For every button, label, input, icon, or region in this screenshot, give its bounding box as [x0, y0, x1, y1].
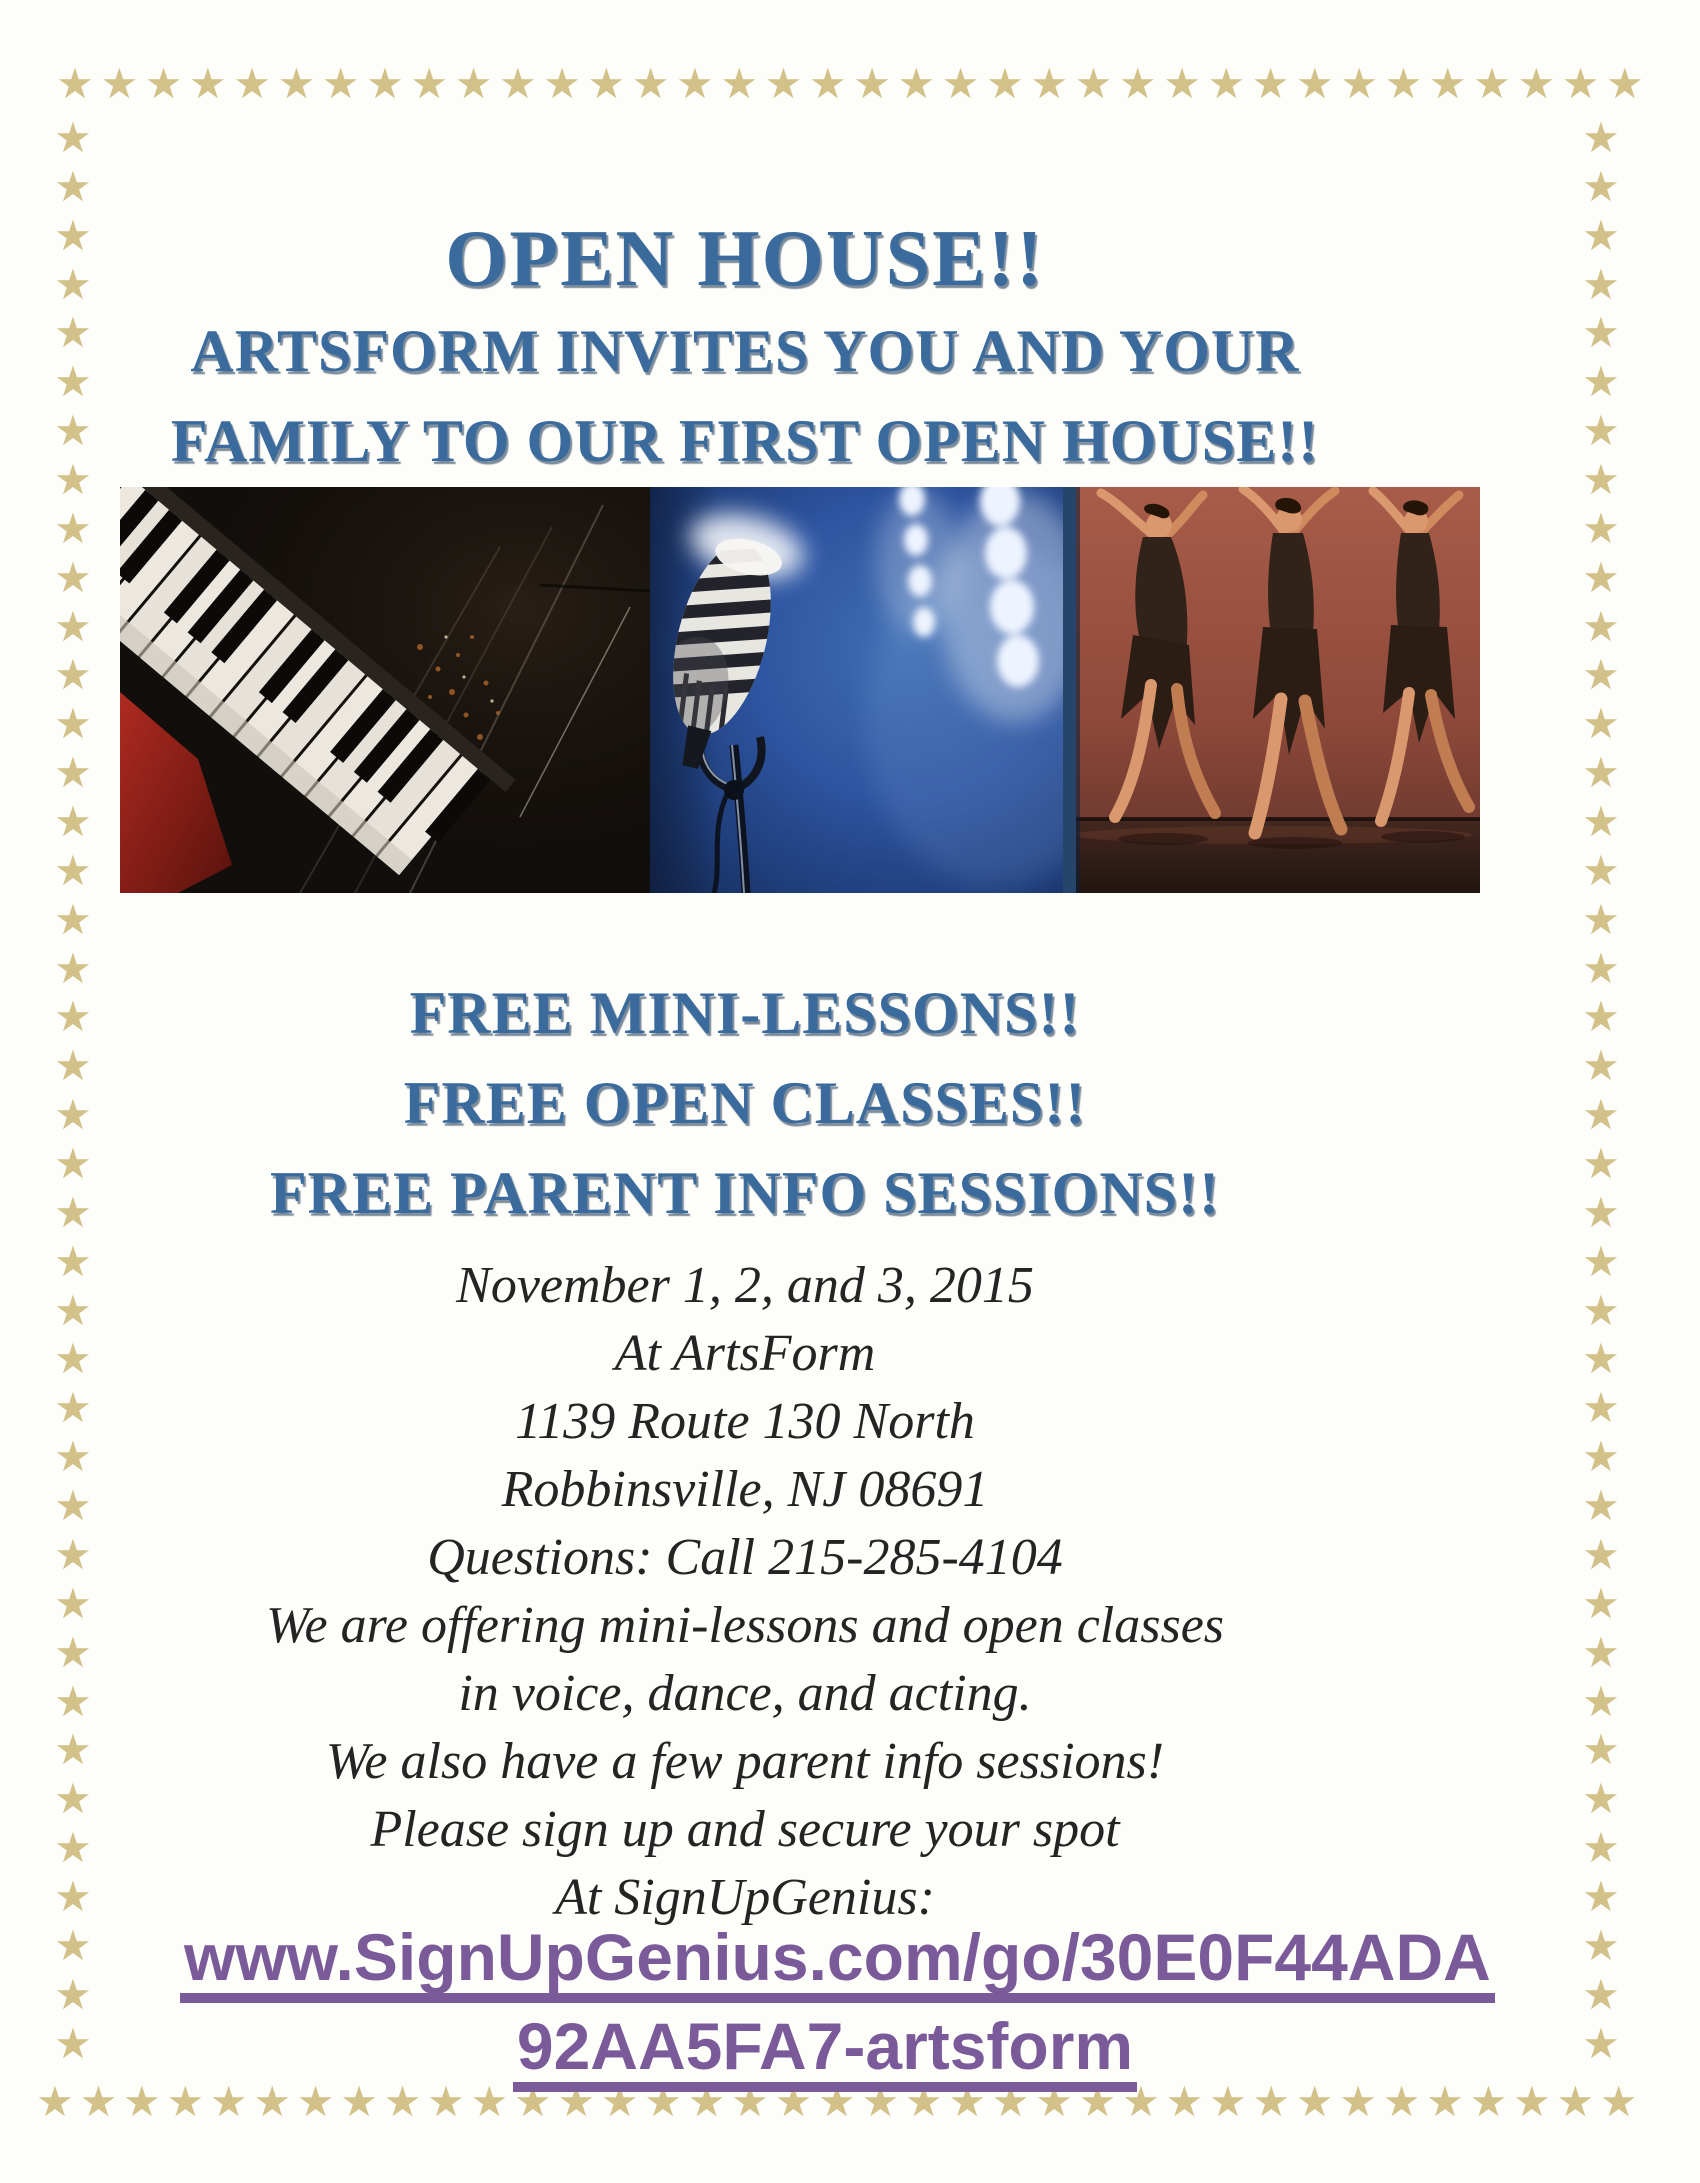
star-icon: ★	[54, 1093, 92, 1140]
star-icon: ★	[54, 1972, 92, 2019]
star-icon: ★	[1582, 1874, 1620, 1921]
star-icon: ★	[1384, 62, 1423, 108]
star-icon: ★	[1582, 116, 1620, 162]
star-icon: ★	[54, 946, 92, 993]
star-icon: ★	[941, 62, 980, 108]
star-icon: ★	[410, 62, 449, 108]
star-icon: ★	[557, 2080, 596, 2126]
star-icon: ★	[54, 1190, 92, 1237]
star-icon: ★	[631, 62, 670, 108]
star-icon: ★	[277, 62, 316, 108]
star-icon: ★	[1426, 2080, 1464, 2126]
star-icon: ★	[54, 1337, 92, 1384]
star-icon: ★	[1582, 1826, 1620, 1873]
star-icon: ★	[1382, 2080, 1421, 2126]
star-icon: ★	[1582, 311, 1620, 358]
star-icon: ★	[1582, 1142, 1620, 1189]
star-icon: ★	[1582, 213, 1620, 260]
star-icon: ★	[1469, 2080, 1508, 2126]
detail-line-signup: Please sign up and secure your spot	[370, 1801, 1120, 1858]
star-border-top	[54, 64, 1646, 110]
star-icon: ★	[54, 1288, 92, 1335]
star-icon: ★	[340, 2080, 378, 2126]
star-icon: ★	[54, 1142, 92, 1189]
star-icon: ★	[1030, 62, 1069, 108]
star-icon: ★	[1428, 62, 1467, 108]
star-icon: ★	[54, 1874, 92, 1921]
star-icon: ★	[897, 62, 936, 108]
star-icon: ★	[1074, 62, 1113, 108]
star-icon: ★	[54, 1239, 92, 1286]
star-icon: ★	[1340, 62, 1378, 108]
star-icon: ★	[1606, 62, 1644, 108]
star-icon: ★	[1582, 1044, 1620, 1091]
star-icon: ★	[1582, 897, 1620, 944]
signup-url-line-1[interactable]: www.SignUpGenius.com/go/30E0F44ADA	[180, 1922, 1495, 2003]
star-icon: ★	[1473, 62, 1511, 108]
star-icon: ★	[36, 2080, 74, 2126]
star-icon: ★	[1582, 1972, 1620, 2019]
star-icon: ★	[54, 1679, 92, 1726]
star-icon: ★	[1513, 2080, 1551, 2126]
detail-line-street: 1139 Route 130 North	[515, 1393, 975, 1450]
piano-keys-photo	[120, 487, 650, 893]
star-icon: ★	[1163, 62, 1201, 108]
star-icon: ★	[54, 751, 92, 798]
star-icon: ★	[1582, 1630, 1620, 1677]
star-icon: ★	[54, 311, 92, 358]
star-icon: ★	[79, 2080, 118, 2126]
star-icon: ★	[54, 1923, 92, 1970]
star-icon: ★	[1165, 2080, 1204, 2126]
signup-link-block	[180, 1920, 1491, 2100]
star-icon: ★	[253, 2080, 292, 2126]
highlight-line-2: FREE OPEN CLASSES!!	[403, 1070, 1087, 1136]
star-icon: ★	[54, 1532, 92, 1579]
highlights-block	[100, 968, 1390, 1238]
star-icon: ★	[991, 2080, 1030, 2126]
star-icon: ★	[54, 1728, 92, 1775]
star-icon: ★	[1582, 409, 1620, 456]
star-icon: ★	[166, 2080, 205, 2126]
star-icon: ★	[144, 62, 183, 108]
detail-line-phone: Questions: Call 215-285-4104	[427, 1529, 1063, 1586]
star-border-left	[52, 118, 94, 2070]
star-icon: ★	[1582, 848, 1620, 895]
star-icon: ★	[1251, 62, 1290, 108]
details-block	[100, 1252, 1390, 1932]
star-icon: ★	[54, 1777, 92, 1824]
star-icon: ★	[54, 897, 92, 944]
title-line-3: FAMILY TO OUR FIRST OPEN HOUSE!!	[170, 408, 1320, 474]
detail-line-city: Robbinsville, NJ 08691	[501, 1461, 989, 1518]
star-icon: ★	[1582, 1923, 1620, 1970]
star-icon: ★	[861, 2080, 900, 2126]
star-icon: ★	[644, 2080, 682, 2126]
star-icon: ★	[54, 458, 92, 505]
star-icon: ★	[498, 62, 537, 108]
star-icon: ★	[54, 1581, 92, 1628]
star-icon: ★	[1582, 1679, 1620, 1726]
star-icon: ★	[54, 1630, 92, 1677]
star-icon: ★	[470, 2080, 509, 2126]
star-icon: ★	[1599, 2080, 1638, 2126]
star-icon: ★	[1582, 1239, 1620, 1286]
star-icon: ★	[1556, 2080, 1595, 2126]
star-icon: ★	[54, 1435, 92, 1482]
star-icon: ★	[1582, 360, 1620, 407]
star-icon: ★	[54, 506, 92, 553]
highlight-line-1: FREE MINI-LESSONS!!	[409, 980, 1081, 1046]
star-icon: ★	[56, 62, 94, 108]
star-icon: ★	[454, 62, 493, 108]
star-icon: ★	[1582, 995, 1620, 1042]
star-icon: ★	[1295, 2080, 1334, 2126]
star-icon: ★	[54, 409, 92, 456]
star-icon: ★	[676, 62, 714, 108]
star-icon: ★	[1517, 62, 1556, 108]
star-icon: ★	[54, 653, 92, 700]
star-icon: ★	[1078, 2080, 1117, 2126]
star-icon: ★	[189, 62, 227, 108]
star-border-right	[1580, 118, 1622, 2070]
detail-line-venue: At ArtsForm	[614, 1325, 876, 1382]
star-icon: ★	[1582, 555, 1620, 602]
photo-strip	[120, 487, 1480, 893]
star-icon: ★	[600, 2080, 639, 2126]
highlight-line-3: FREE PARENT INFO SESSIONS!!	[270, 1160, 1220, 1226]
star-icon: ★	[1582, 1484, 1620, 1531]
star-icon: ★	[1582, 164, 1620, 211]
star-icon: ★	[100, 62, 139, 108]
star-icon: ★	[54, 164, 92, 211]
star-icon: ★	[427, 2080, 465, 2126]
signup-url-line-2[interactable]: 92AA5FA7-artsform	[513, 2011, 1137, 2092]
star-icon: ★	[1582, 1532, 1620, 1579]
star-icon: ★	[209, 2080, 248, 2126]
detail-line-signupgenius: At SignUpGenius:	[555, 1869, 935, 1926]
star-icon: ★	[54, 213, 92, 260]
star-icon: ★	[1582, 1728, 1620, 1775]
star-icon: ★	[1582, 1581, 1620, 1628]
star-icon: ★	[383, 2080, 422, 2126]
star-icon: ★	[1122, 2080, 1160, 2126]
star-icon: ★	[54, 1826, 92, 1873]
title-line-1: OPEN HOUSE!!	[445, 215, 1045, 303]
star-icon: ★	[1582, 1777, 1620, 1824]
star-icon: ★	[731, 2080, 769, 2126]
star-icon: ★	[1582, 702, 1620, 749]
star-icon: ★	[54, 800, 92, 847]
star-icon: ★	[54, 604, 92, 651]
star-icon: ★	[1207, 62, 1246, 108]
star-icon: ★	[54, 848, 92, 895]
star-icon: ★	[54, 1044, 92, 1091]
star-icon: ★	[543, 62, 581, 108]
star-icon: ★	[1561, 62, 1600, 108]
star-icon: ★	[1582, 1435, 1620, 1482]
star-icon: ★	[1582, 458, 1620, 505]
star-icon: ★	[1582, 751, 1620, 798]
star-icon: ★	[233, 62, 271, 108]
star-icon: ★	[1582, 946, 1620, 993]
star-icon: ★	[808, 62, 847, 108]
detail-line-offer-1: We are offering mini-lessons and open classes	[265, 1597, 1225, 1654]
star-icon: ★	[986, 62, 1024, 108]
star-icon: ★	[54, 702, 92, 749]
star-icon: ★	[1582, 604, 1620, 651]
star-icon: ★	[1582, 2021, 1620, 2068]
star-icon: ★	[296, 2080, 335, 2126]
detail-line-offer-2: in voice, dance, and acting.	[458, 1665, 1032, 1722]
star-icon: ★	[1582, 506, 1620, 553]
title-block	[100, 212, 1390, 486]
star-icon: ★	[1582, 653, 1620, 700]
star-icon: ★	[1208, 2080, 1247, 2126]
star-icon: ★	[1582, 1337, 1620, 1384]
star-icon: ★	[1118, 62, 1157, 108]
star-icon: ★	[54, 116, 92, 162]
star-icon: ★	[1582, 1288, 1620, 1335]
star-icon: ★	[904, 2080, 943, 2126]
star-icon: ★	[853, 62, 891, 108]
star-icon: ★	[720, 62, 759, 108]
star-icon: ★	[948, 2080, 987, 2126]
star-icon: ★	[54, 360, 92, 407]
microphone-photo	[650, 487, 1063, 893]
star-icon: ★	[513, 2080, 552, 2126]
detail-line-sessions: We also have a few parent info sessions!	[325, 1733, 1165, 1790]
dancers-photo	[1063, 487, 1480, 893]
star-icon: ★	[587, 62, 626, 108]
star-icon: ★	[1582, 1190, 1620, 1237]
star-icon: ★	[54, 2021, 92, 2068]
star-icon: ★	[54, 1484, 92, 1531]
title-line-2: ARTSFORM INVITES YOU AND YOUR	[190, 318, 1300, 384]
star-icon: ★	[1035, 2080, 1073, 2126]
star-icon: ★	[54, 1386, 92, 1433]
star-icon: ★	[1582, 1093, 1620, 1140]
star-icon: ★	[1582, 262, 1620, 309]
star-icon: ★	[687, 2080, 726, 2126]
star-icon: ★	[818, 2080, 856, 2126]
star-icon: ★	[54, 995, 92, 1042]
star-icon: ★	[54, 262, 92, 309]
star-icon: ★	[54, 555, 92, 602]
star-icon: ★	[1582, 800, 1620, 847]
star-icon: ★	[1296, 62, 1334, 108]
star-icon: ★	[123, 2080, 161, 2126]
star-icon: ★	[321, 62, 360, 108]
star-icon: ★	[1252, 2080, 1291, 2126]
star-icon: ★	[774, 2080, 813, 2126]
star-icon: ★	[1339, 2080, 1377, 2126]
star-icon: ★	[764, 62, 803, 108]
detail-line-date: November 1, 2, and 3, 2015	[456, 1257, 1034, 1314]
star-icon: ★	[1582, 1386, 1620, 1433]
star-icon: ★	[366, 62, 404, 108]
